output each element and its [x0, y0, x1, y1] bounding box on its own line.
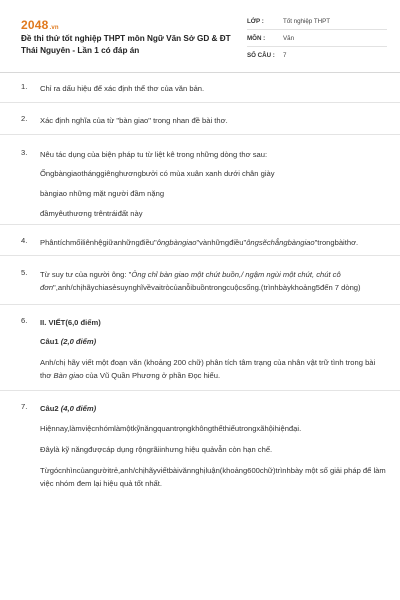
question-text: Phântíchmốiliênhệgiữanhữngđiều"ôngbàngiao"vànhữngđiều"ôngsẽchẳngbàngiao"trongbàithơ. — [40, 238, 359, 247]
question-text: Anh/chị hãy viết một đoạn văn (khoảng 200 chữ) phân tích tâm trạng của nhân vật trữ tình trong bài thơ Bàn giao của Vũ Quần Phương ở phần Đọc hiểu. — [40, 358, 376, 380]
question-text: Từgócnhìncủangườitrẻ,anh/chịhãyviếtbàivănnghịluận(khoảng600chữ)trìnhbày một số giải pháp để làm việc nhóm đem lại hiệu quả tốt nhất. — [40, 466, 386, 488]
meta-row-question-count: SỐ CÂU : 7 — [247, 51, 287, 59]
poem-line: đầmyêuthương trêntráiđất này — [40, 209, 143, 218]
divider — [0, 134, 400, 135]
question-text: Nêu tác dụng của biện pháp tu từ liệt kê trong những dòng thơ sau: — [40, 150, 268, 159]
divider — [0, 224, 400, 225]
question-text: Hiệnnay,làmviệcnhómlàmộtkỹnăngquantrọngkhôngthểthiếutrongxãhộihiệnđại. — [40, 424, 302, 433]
question-text: Đâylà kỹ năngđượcáp dụng rộngrãiinhưng hiệu quảvẫn còn hạn chế. — [40, 445, 273, 454]
sub-question-label: Câu1 (2,0 điểm) — [40, 337, 97, 346]
poem-line: Ốngbàngiaothánggiênghươngbưởi có mùa xuân xanh dưới chân giày — [40, 169, 275, 178]
divider — [0, 390, 400, 391]
question-text: Từ suy tư của người ông: "Ông chỉ bàn giao một chút buồn,/ ngậm ngùi một chút, chút cô đơn",anh/chịhãychiasẻsuynghĩvềvaitròcủanỗibuồntrongcuộcsống.(trìnhbàykhoảng5đến 7 dòng) — [40, 270, 361, 292]
exam-title: Đề thi thử tốt nghiệp THPT môn Ngữ Văn Sở GD & ĐT Thái Nguyên - Lần 1 có đáp án — [21, 34, 231, 55]
site-logo[interactable]: 2048.vn — [21, 18, 59, 32]
document-header — [0, 0, 400, 73]
document-page: 2048.vn Đề thi thử tốt nghiệp THPT môn Ngữ Văn Sở GD & ĐT Thái Nguyên - Lần 1 có đáp án LỚP : Tốt nghiệp THPT MÔN : Văn SỐ CÂU : 7 1. Chỉ ra dấu hiệu để xác định thể thơ của văn bản. 2. Xác định nghĩa của từ "bàn giao" trong nhan đề bài thơ. 3. Nêu tác dụng của biện pháp tu từ liệt kê trong những dòng thơ sau: Ốngbàngiaothánggiênghươngbưởi có mùa xuân xanh dưới chân giày bàngiao những mặt người đầm nặng đầmyêuthương trêntráiđất này 4. Phântíchmốiliênhệgiữanhữngđiều"ôngbàngiao"vànhữngđiều"ôngsẽchẳngbàngiao"trongbàithơ. 5. Từ suy tư của người ông: "Ông chỉ bàn giao một chút buồn,/ ngậm ngùi một chút, chút cô đơn",anh/chịhãychiasẻsuynghĩvềvaitròcủanỗibuồntrongcuộcsống.(trìnhbàykhoảng5đến 7 dòng) 6. II. VIẾT(6,0 điểm) Câu1 (2,0 điểm) Anh/chị hãy viết một đoạn văn (khoảng 200 chữ) phân tích tâm trạng của nhân vật trữ tình trong bài thơ Bàn giao của Vũ Quần Phương ở phần Đọc hiểu. 7. Câu2 (4,0 điểm) Hiệnnay,làmviệcnhómlàmộtkỹnăngquantrọngkhôngthểthiếutrongxãhộihiệnđại. Đâylà kỹ năngđượcáp dụng rộngrãiinhưng hiệu quảvẫn còn hạn chế. Từgócnhìncủangườitrẻ,anh/chịhãyviếtbàivănnghịluận(khoảng600chữ)trìnhbày một số giải pháp để làm việc nhóm đem lại hiệu quả tốt nhất. — [0, 0, 400, 600]
meta-row-class: LỚP : Tốt nghiệp THPT — [247, 13, 387, 30]
divider — [0, 304, 400, 305]
question-text: Chỉ ra dấu hiệu để xác định thể thơ của văn bản. — [40, 84, 205, 93]
exam-meta — [247, 13, 387, 63]
divider — [0, 255, 400, 256]
meta-row-subject: MÔN : Văn — [247, 30, 387, 47]
divider — [0, 102, 400, 103]
sub-question-label: Câu2 (4,0 điểm) — [40, 404, 97, 413]
poem-line: bàngiao những mặt người đầm nặng — [40, 189, 165, 198]
question-text: Xác định nghĩa của từ "bàn giao" trong nhan đề bài thơ. — [40, 116, 228, 125]
section-heading: II. VIẾT(6,0 điểm) — [40, 318, 101, 327]
